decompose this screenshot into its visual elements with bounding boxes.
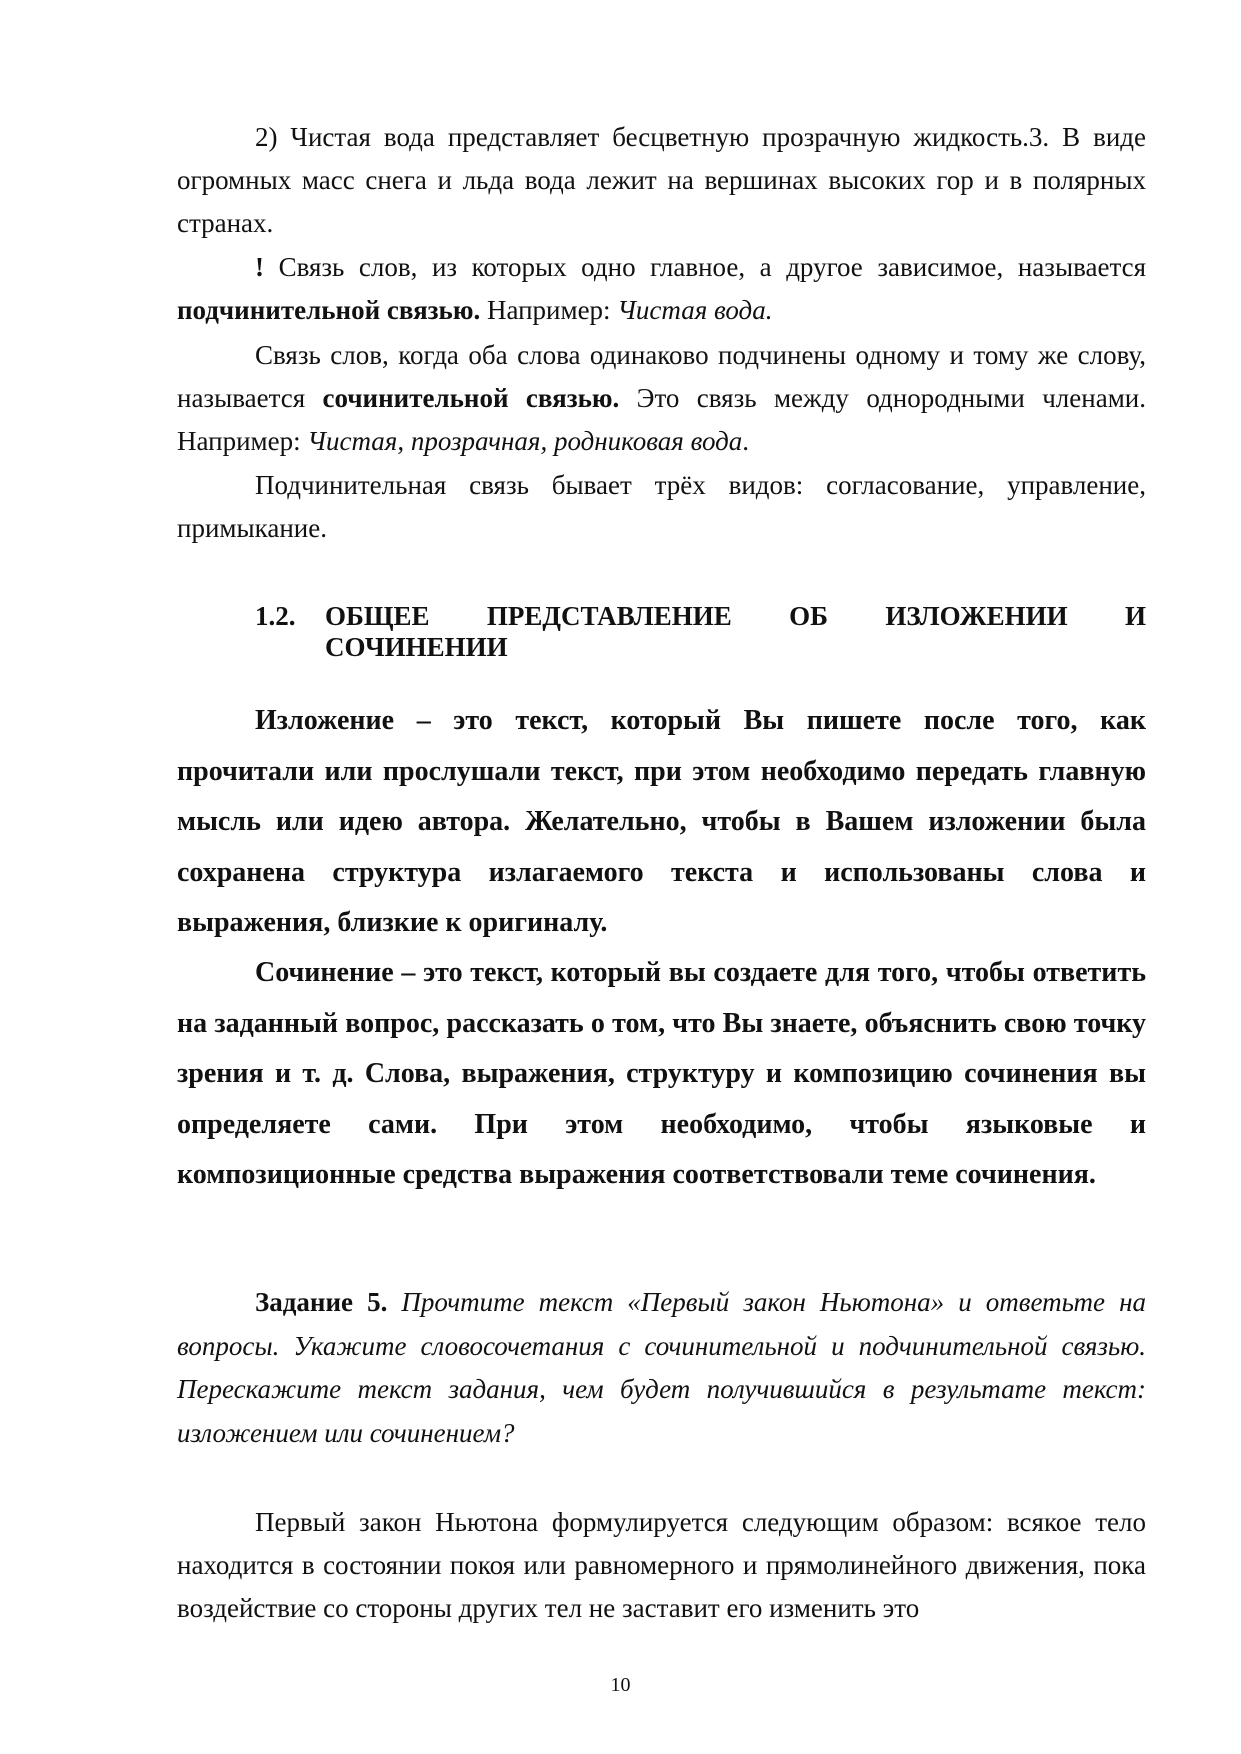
text-part: Это связь между однородными членами. Например: [177, 383, 1146, 456]
page-number: 10 [610, 1674, 631, 1696]
task-block [177, 1281, 1146, 1455]
task-label: Задание 5. [255, 1287, 388, 1317]
text-part: Например: [480, 295, 618, 325]
paragraph-subordinate-link [177, 246, 1146, 332]
task-body: Прочтите текст «Первый закон Ньютона» и ответьте на вопросы. Укажите словосочетания с сочинительной и подчинительной связью. Перескажите текст задания, чем будет получившийся в результате текст: изложением или сочинением? [177, 1287, 1146, 1448]
text-part: . [742, 426, 750, 456]
paragraph-text: Подчинительная связь бывает трёх видов: согласование, управление, примыкание. [177, 470, 1146, 543]
paragraph-text: Первый закон Ньютона формулируется следующим образом: всякое тело находится в состоянии покоя или равномерного и прямолинейного движения, пока воздействие со стороны других тел не заставит его изменить это [177, 1507, 1146, 1623]
section-title-line2: СОЧИНЕНИИ [325, 632, 508, 662]
definition-text: Сочинение – это текст, который вы создаете для того, чтобы ответить на заданный вопрос, рассказать о том, что Вы знаете, объяснить свою точку зрения и т. д. Слова, выражения, структуру и композицию сочинения вы определяете сами. При этом необходимо, чтобы языковые и композиционные средства выражения соответствовали теме сочинения. [177, 957, 1146, 1190]
definition-text: Изложение – это текст, который Вы пишете после того, как прочитали или прослушали текст, при этом необходимо передать главную мысль или идею автора. Желательно, чтобы в Вашем изложении была сохранена структура излагаемого текста и использованы слова и выражения, близкие к оригиналу. [177, 705, 1146, 938]
paragraph-text [177, 246, 1146, 332]
example: Чистая, прозрачная, родниковая вода [307, 426, 743, 456]
task-text [177, 1281, 1146, 1455]
text-part: Связь слов, из которых одно главное, а другое зависимое, называется [264, 252, 1146, 282]
definition-izlozhenie [177, 696, 1146, 949]
example: Чистая вода. [617, 295, 773, 325]
section-title-line1: ОБЩЕЕ ПРЕДСТАВЛЕНИЕ ОБ ИЗЛОЖЕНИИ И [325, 601, 1146, 631]
definition-sochinenie [177, 948, 1146, 1201]
exclamation-mark: ! [255, 252, 264, 282]
paragraph-text: 2) Чистая вода представляет бесцветную прозрачную жидкость.3. В виде огромных масс снега и льда вода лежит на вершинах высоких гор и в полярных странах. [177, 122, 1146, 238]
section-heading [255, 601, 1146, 663]
paragraph-coordinate-link [177, 334, 1146, 463]
paragraph-newton-law [177, 1501, 1146, 1630]
section-number: 1.2. [255, 601, 296, 631]
paragraph-water-description [177, 116, 1146, 245]
text-part: Связь слов, когда оба слова одинаково подчинены одному и тому же слову, называется [177, 340, 1146, 413]
term-coordinate: сочинительной связью. [322, 383, 620, 413]
paragraph-link-types [177, 464, 1146, 550]
paragraph-text [177, 334, 1146, 463]
term-subordinate: подчинительной связью. [177, 295, 481, 325]
section-title [325, 601, 1146, 663]
